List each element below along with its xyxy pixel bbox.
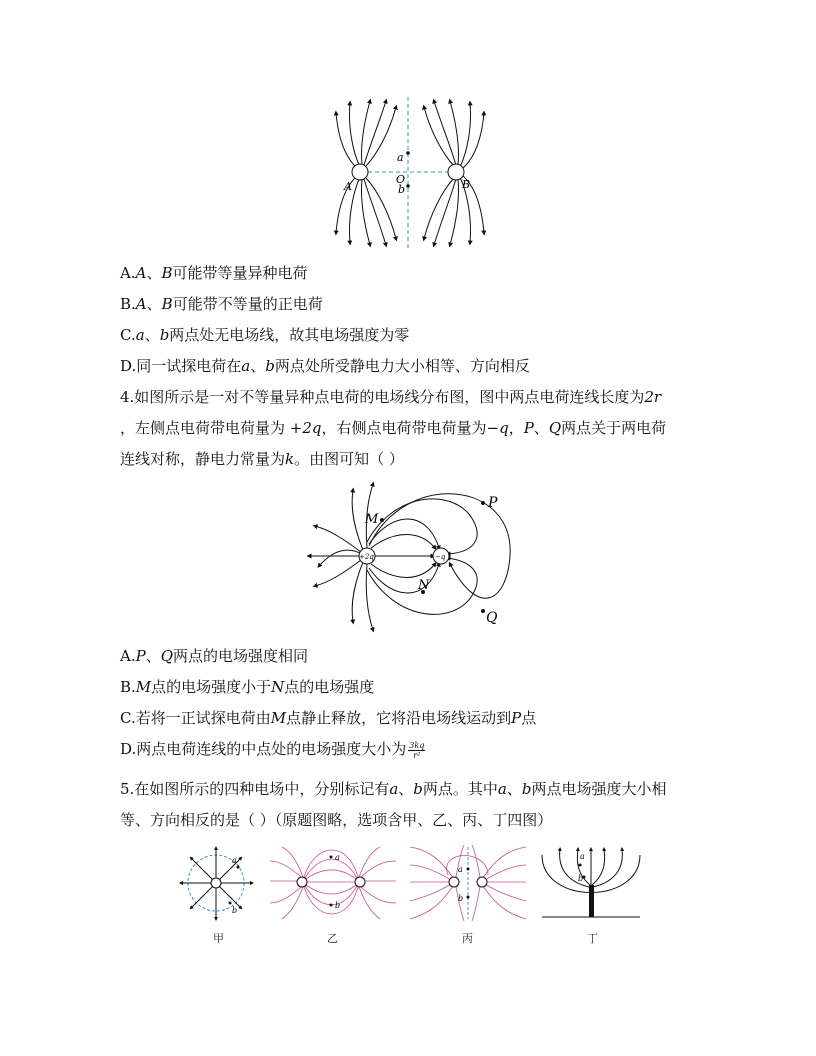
ding-label-a: a	[580, 852, 585, 861]
fig1-label-b: b	[398, 183, 406, 196]
q5-stem-line-1: 5.在如图所示的四种电场中，分别标记有a、b两点。其中a、b两点电场强度大小相	[120, 780, 667, 798]
fig1-label-A: A	[344, 180, 352, 193]
q4-option-b: B.M点的电场强度小于N点的电场强度	[120, 678, 375, 696]
fig2-label-N: N	[418, 578, 430, 593]
jia-label-b: b	[232, 906, 238, 915]
q3-option-d: D.同一试探电荷在a、b两点处所受静电力大小相等、方向相反	[120, 357, 530, 375]
fig2-plus-charge-label: +2q	[359, 553, 374, 561]
fig2-label-M: M	[365, 512, 379, 527]
fig1-label-a: a	[397, 151, 404, 164]
q4-option-c: C.若将一正试探电荷由M点静止释放，它将沿电场线运动到P点	[120, 709, 537, 727]
fig1-label-B: B	[462, 178, 471, 191]
q4-stem-line-1: 4.如图所示是一对不等量异种点电荷的电场线分布图，图中两点电荷连线长度为2r	[120, 388, 662, 406]
q4-option-a: A.P、Q两点的电场强度相同	[120, 647, 309, 665]
caption-ding: 丁	[587, 932, 598, 945]
figure-2-field-lines	[305, 480, 520, 635]
figure-jia	[178, 845, 258, 925]
q3-option-b: B.A、B可能带不等量的正电荷	[120, 295, 323, 313]
figure-yi	[268, 845, 398, 925]
q4-stem-line-3: 连线对称，静电力常量为k。由图可知（ ）	[120, 450, 404, 468]
fig2-minus-charge-label: −q	[435, 553, 446, 561]
caption-bing: 丙	[462, 932, 473, 945]
fraction-3kq-over-r2: $\frac{3kq}{\text{r²}}$	[409, 740, 425, 760]
q3-option-c: C.a、b两点处无电场线，故其电场强度为零	[120, 326, 410, 344]
q4-option-d: D.两点电荷连线的中点处的电场强度大小为 $\frac{3kq}{\text{r²}}$	[120, 740, 425, 760]
yi-label-a: a	[335, 853, 340, 862]
q5-stem-line-2: 等、方向相反的是（ ）（原题图略，选项含甲、乙、丙、丁四图）	[120, 811, 553, 829]
q3-option-a: A.A、B可能带等量异种电荷	[120, 264, 308, 282]
bing-label-a: a	[458, 865, 463, 874]
ding-label-b: b	[578, 874, 584, 883]
fig2-label-Q: Q	[486, 610, 498, 626]
yi-label-b: b	[335, 901, 341, 910]
bing-label-b: b	[458, 894, 464, 903]
caption-yi: 乙	[327, 932, 338, 945]
q4-stem-line-2: ，左侧点电荷带电荷量为 +2q，右侧点电荷带电荷量为−q，P、Q两点关于两电荷	[120, 419, 667, 437]
figure-1-field-lines	[330, 95, 490, 255]
figure-bing	[408, 845, 528, 925]
jia-label-a: a	[232, 856, 237, 865]
figure-ding	[540, 845, 645, 925]
fig2-label-P: P	[488, 495, 498, 511]
fig1-label-o: O	[396, 173, 406, 186]
caption-jia: 甲	[213, 932, 224, 945]
